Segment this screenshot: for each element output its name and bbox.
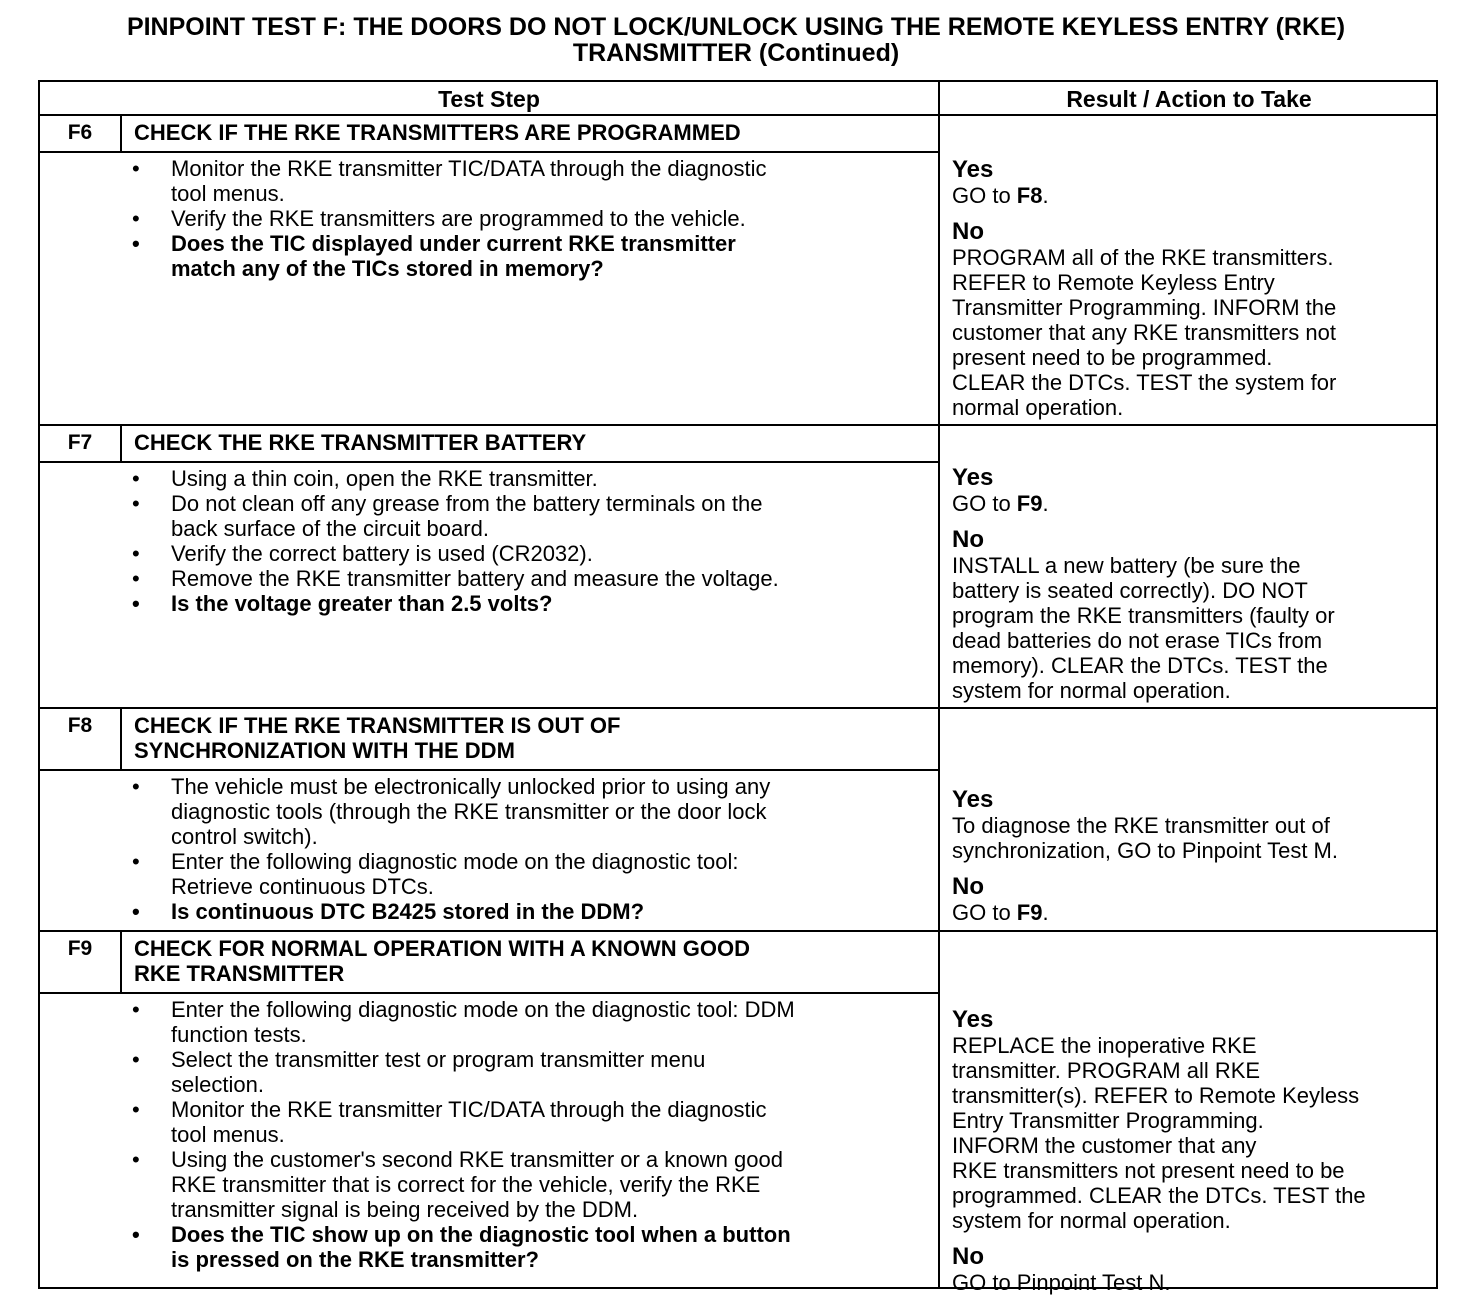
result-cell bbox=[940, 709, 1438, 925]
no-action: GO to F9. bbox=[952, 900, 1049, 925]
yes-label: Yes bbox=[952, 786, 994, 813]
instruction-item: • Using a thin coin, open the RKE transmitter. bbox=[122, 466, 938, 491]
step-id: F8 bbox=[40, 709, 122, 771]
instruction-item: • Do not clean off any grease from the battery terminals on the back surface of the circuit board. bbox=[122, 491, 938, 541]
step-instructions bbox=[122, 153, 940, 424]
instruction-item: • Using the customer's second RKE transmitter or a known good RKE transmitter that is correct for the vehicle, verify the RKE transmitter signal is being received by the DDM. bbox=[122, 1147, 938, 1222]
yes-label: Yes bbox=[952, 1006, 994, 1033]
instruction-item: • Select the transmitter test or program transmitter menu selection. bbox=[122, 1047, 938, 1097]
instruction-question: • Is the voltage greater than 2.5 volts? bbox=[122, 591, 938, 616]
yes-action: GO to F9. bbox=[952, 491, 1049, 516]
step-id: F6 bbox=[40, 116, 122, 153]
yes-action: REPLACE the inoperative RKE transmitter. PROGRAM all RKE transmitter(s). REFER to Remote Keyless Entry Transmitter Programming. INFORM the customer that any RKE transmitters not present need to be programmed. CLEAR the DTCs. TEST the system for normal operation. bbox=[952, 1033, 1366, 1233]
column-header-test-step: Test Step bbox=[40, 82, 940, 116]
instruction-item: • Monitor the RKE transmitter TIC/DATA through the diagnostic tool menus. bbox=[122, 156, 938, 206]
step-heading: CHECK IF THE RKE TRANSMITTER IS OUT OF SYNCHRONIZATION WITH THE DDM bbox=[122, 709, 940, 771]
step-row-f6 bbox=[40, 116, 1438, 426]
step-heading: CHECK THE RKE TRANSMITTER BATTERY bbox=[122, 426, 940, 463]
yes-action: GO to F8. bbox=[952, 183, 1049, 208]
result-cell bbox=[940, 426, 1438, 703]
pinpoint-table bbox=[38, 80, 1438, 1295]
step-heading: CHECK FOR NORMAL OPERATION WITH A KNOWN GOOD RKE TRANSMITTER bbox=[122, 932, 940, 994]
instruction-question: • Does the TIC show up on the diagnostic tool when a button is pressed on the RKE transmitter? bbox=[122, 1222, 938, 1272]
title-line-1: PINPOINT TEST F: THE DOORS DO NOT LOCK/UNLOCK USING THE REMOTE KEYLESS ENTRY (RKE) bbox=[126, 13, 1346, 41]
step-row-f7 bbox=[40, 426, 1438, 709]
instruction-item: • Enter the following diagnostic mode on the diagnostic tool: Retrieve continuous DTCs. bbox=[122, 849, 938, 899]
no-action: INSTALL a new battery (be sure the battery is seated correctly). DO NOT program the RKE transmitters (faulty or dead batteries do not erase TICs from memory). CLEAR the DTCs. TEST the system for normal operation. bbox=[952, 553, 1335, 703]
step-heading: CHECK IF THE RKE TRANSMITTERS ARE PROGRAMMED bbox=[122, 116, 940, 153]
no-label: No bbox=[952, 218, 984, 245]
column-header-result: Result / Action to Take bbox=[940, 82, 1438, 116]
instruction-question: • Is continuous DTC B2425 stored in the DDM? bbox=[122, 899, 938, 924]
step-instructions bbox=[122, 463, 940, 707]
yes-action: To diagnose the RKE transmitter out of synchronization, GO to Pinpoint Test M. bbox=[952, 813, 1338, 863]
no-action: GO to Pinpoint Test N. bbox=[952, 1270, 1171, 1295]
yes-label: Yes bbox=[952, 464, 994, 491]
step-instructions bbox=[122, 994, 940, 1289]
step-row-f9 bbox=[40, 932, 1438, 1295]
instruction-item: • Remove the RKE transmitter battery and measure the voltage. bbox=[122, 566, 938, 591]
no-action: PROGRAM all of the RKE transmitters. REFER to Remote Keyless Entry Transmitter Programming. INFORM the customer that any RKE transmitters not present need to be programmed. CLEAR the DTCs. TEST the system for normal operation. bbox=[952, 245, 1337, 420]
no-label: No bbox=[952, 1243, 984, 1270]
title-line-2: TRANSMITTER (Continued) bbox=[572, 39, 900, 67]
step-row-f8 bbox=[40, 709, 1438, 932]
step-id: F7 bbox=[40, 426, 122, 463]
no-label: No bbox=[952, 526, 984, 553]
result-cell bbox=[940, 932, 1438, 1295]
step-id: F9 bbox=[40, 932, 122, 994]
step-instructions bbox=[122, 771, 940, 930]
instruction-question: • Does the TIC displayed under current RKE transmitter match any of the TICs stored in memory? bbox=[122, 231, 938, 281]
instruction-item: • Enter the following diagnostic mode on the diagnostic tool: DDM function tests. bbox=[122, 997, 938, 1047]
result-cell bbox=[940, 116, 1438, 420]
no-label: No bbox=[952, 873, 984, 900]
yes-label: Yes bbox=[952, 156, 994, 183]
instruction-item: • Verify the RKE transmitters are programmed to the vehicle. bbox=[122, 206, 938, 231]
instruction-item: • Monitor the RKE transmitter TIC/DATA through the diagnostic tool menus. bbox=[122, 1097, 938, 1147]
instruction-item: • The vehicle must be electronically unlocked prior to using any diagnostic tools (through the RKE transmitter or the door lock control switch). bbox=[122, 774, 938, 849]
page-title bbox=[0, 14, 1472, 66]
instruction-item: • Verify the correct battery is used (CR2032). bbox=[122, 541, 938, 566]
